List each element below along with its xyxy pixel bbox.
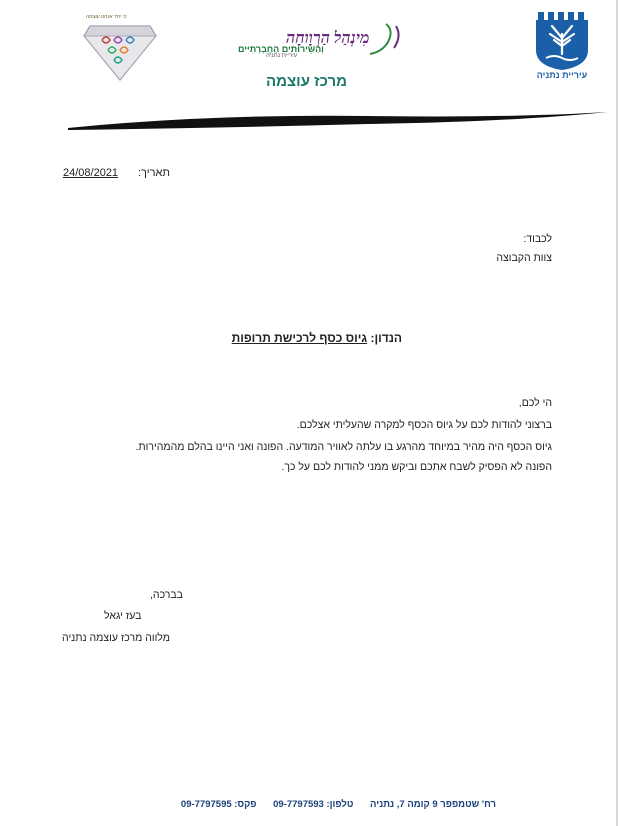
recipient-name: צוות הקבוצה [496, 252, 552, 264]
footer-contact [136, 799, 496, 810]
signer-title: מלווה מרכז עוצמה נתניה [62, 632, 170, 644]
city-shield-icon [532, 10, 592, 72]
center-title: מרכז עוצמה [266, 73, 347, 90]
diamond-logo-icon [80, 10, 160, 84]
subject-label: הנדון: [370, 331, 402, 345]
subject-text: גיוס כסף לרכישת תרופות [231, 331, 368, 345]
welfare-admin-name: מִינְהַל הַרְוָוחָה [286, 30, 370, 47]
footer-phone: טלפון: 09-7797593 [273, 799, 354, 810]
date-value: 24/08/2021 [63, 167, 119, 179]
diamond-tagline: כי יחד אנחנו עוצמה [86, 14, 127, 20]
body-paragraph: הפונה לא הפסיק לשבח אתכם וביקש ממני להודות לכם על כך. [281, 461, 552, 473]
greeting: הי לכם, [518, 397, 552, 409]
signer-name: בעז יגאל [104, 610, 142, 622]
welfare-admin-subtitle: וְהַשֵּׁירוּתִים הַחֶבְרָתִיִּים [238, 44, 324, 54]
subject-line [232, 331, 402, 345]
body-paragraph: ברצוני להודות לכם על גיוס הכסף למקרה שהעליתי אצלכם. [296, 419, 552, 431]
recipient-label: לכבוד: [523, 233, 552, 245]
date-label: תאריך: [138, 167, 170, 179]
footer-fax: פקס: 09-7797595 [180, 799, 257, 810]
header-swoosh-divider [68, 108, 608, 138]
closing: בברכה, [150, 589, 183, 601]
footer-address: רח' שטמפפר 9 קומה 7, נתניה [370, 799, 496, 810]
body-paragraph: גיוס הכסף היה מהיר במיוחד מהרגע בו עלתה לאוויר המודעה. הפונה ואני היינו בהלם מהמהירות. [135, 441, 552, 453]
city-caption: עיריית נתניה [536, 70, 588, 80]
welfare-admin-city: עיריית נתניה [266, 53, 298, 59]
